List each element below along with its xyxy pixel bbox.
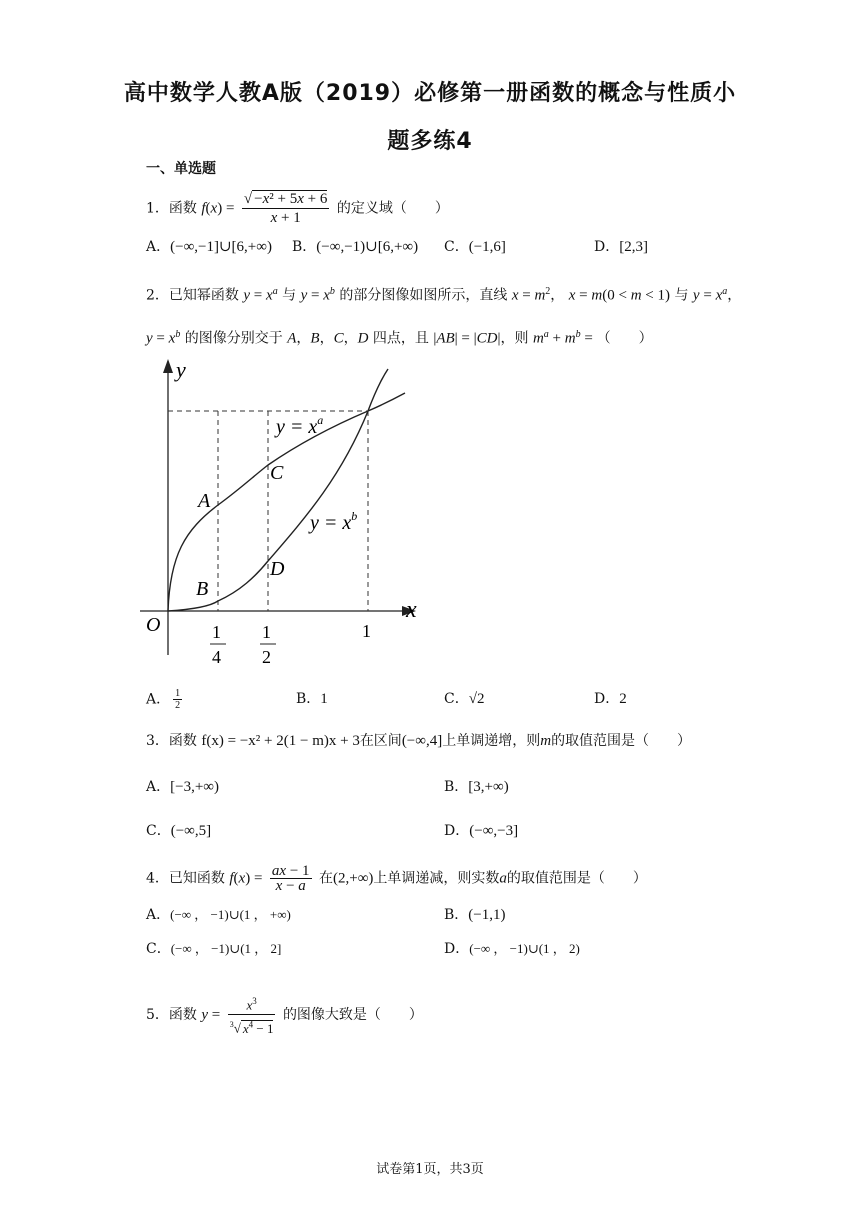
q1-option-c[interactable]: C．(−1,6] — [444, 239, 506, 255]
point-b-label: B — [196, 578, 209, 600]
q1-option-b[interactable]: B．(−∞,−1)∪[6,+∞) — [292, 239, 419, 255]
q2-option-d[interactable]: D．2 — [594, 691, 627, 707]
curve-b-label: $y = x^b$ — [310, 509, 358, 534]
q3-option-b[interactable]: B．[3,+∞) — [444, 779, 509, 795]
tick-one: 1 — [362, 621, 371, 641]
q4-option-a[interactable]: A．(−∞ ， −1)∪(1 ， +∞) — [146, 907, 291, 923]
q1-option-a[interactable]: A．(−∞,−1]∪[6,+∞) — [146, 239, 272, 255]
q2-option-a[interactable]: A． $\frac{1}{2}$ — [146, 688, 181, 711]
origin-label: O — [146, 614, 161, 636]
q1-fraction: $\frac{\text{√ −x² + 5x + 6}}{x + 1}$ — [243, 191, 328, 226]
q2-option-c[interactable]: C．√2 — [444, 691, 485, 707]
tick-quarter-den: 4 — [212, 647, 221, 667]
q4-option-b[interactable]: B．(−1,1) — [444, 907, 506, 923]
question-3-stem: 3．函数 f(x) = −x² + 2(1 − m)x + 3在区间(−∞,4]上单调递增，则m的取值范围是（ ） — [146, 733, 692, 749]
curve-a-label: $y = x^a$ — [276, 413, 324, 438]
tick-quarter-num: 1 — [212, 622, 221, 642]
y-axis-label: y — [176, 357, 186, 382]
section-heading: 一、单选题 — [146, 161, 216, 177]
q3-option-d[interactable]: D．(−∞,−3] — [444, 823, 519, 839]
tick-half-num: 1 — [262, 622, 271, 642]
point-c-label: C — [270, 462, 284, 484]
question-1-stem: 1．函数 f(x) = $\frac{\text{√ −x² + 5x + 6}}{x + 1}$ 的定义域（ ） — [146, 191, 449, 226]
question-2-stem-line2: $y = x^b$ 的图像分别交于 A，B，C，D 四点，且 |AB| = |CD|，则 $m^a + m^b$ = （ ） — [146, 329, 653, 347]
question-4-stem: 4．已知函数 f(x) = $\frac{ax - 1}{x - a}$ 在(2,+∞)上单调递减，则实数a的取值范围是（ ） — [146, 863, 647, 894]
q3-option-c[interactable]: C．(−∞,5] — [146, 823, 212, 839]
q4-option-c[interactable]: C．(−∞ ， −1)∪(1 ， 2] — [146, 941, 282, 957]
question-5-stem: 5．函数 y = $\frac{x^3}{^3√ x^4 - 1}$ 的图像大致是（ ） — [146, 992, 423, 1038]
point-d-label: D — [270, 558, 285, 580]
q1-option-d[interactable]: D．[2,3] — [594, 239, 648, 255]
page-footer: 试卷第1页，共3页 — [376, 1162, 484, 1177]
q2-graph — [130, 355, 430, 675]
q5-fraction: $\frac{x^3}{^3√ x^4 - 1}$ — [228, 992, 276, 1038]
page-title-line2: 题多练4 — [387, 129, 473, 154]
y-axis-arrow — [163, 359, 173, 373]
page-title-line1: 高中数学人教A版（2019）必修第一册函数的概念与性质小 — [123, 81, 737, 106]
q3-option-a[interactable]: A．[−3,+∞) — [146, 779, 219, 795]
q2-option-b[interactable]: B．1 — [296, 691, 328, 707]
q4-option-d[interactable]: D．(−∞ ， −1)∪(1 ， 2) — [444, 941, 580, 957]
x-axis-label: x — [406, 597, 417, 623]
q4-fraction: $\frac{ax - 1}{x - a}$ — [271, 863, 310, 894]
tick-half-den: 2 — [262, 647, 271, 667]
question-2-stem-line1: 2．已知幂函数 $y = x^a$ 与 $y = x^b$ 的部分图像如图所示，直线 $x = m^2$， x = m(0 < m < 1) 与 $y = x^a$， — [146, 286, 742, 304]
point-a-label: A — [198, 490, 211, 512]
